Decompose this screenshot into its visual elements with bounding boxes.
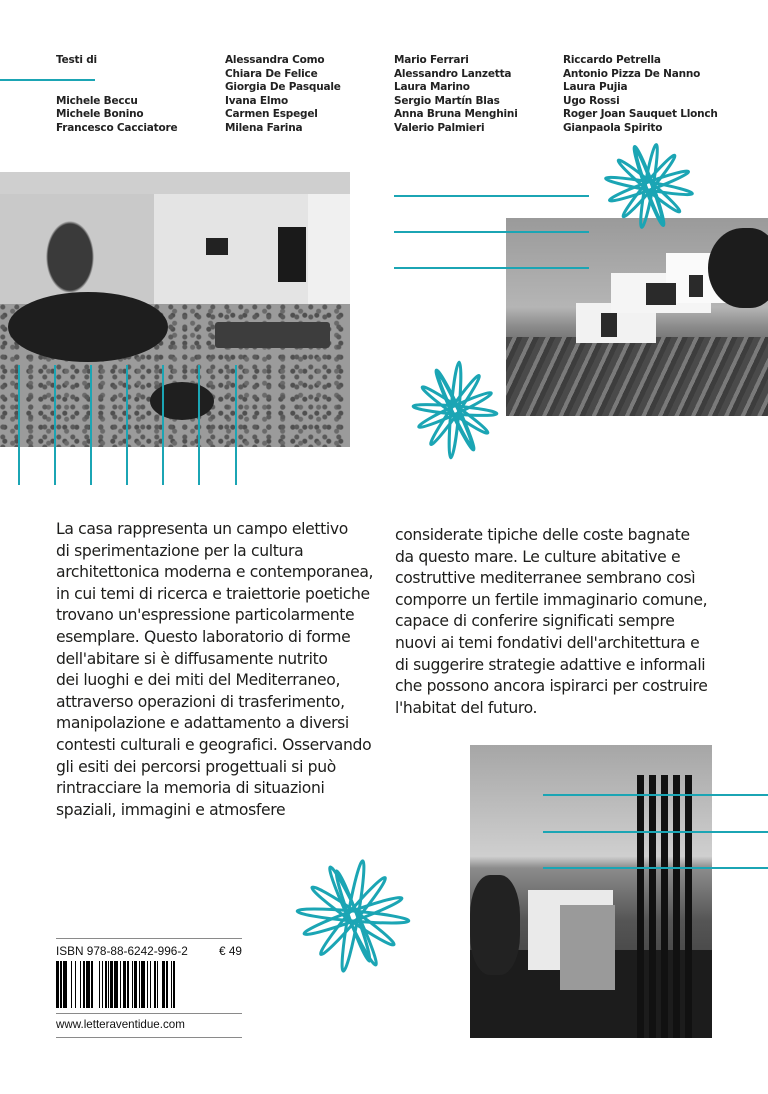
author-name: Chiara De Felice <box>225 67 318 80</box>
accent-line <box>126 365 128 485</box>
author-name: Sergio Martín Blas <box>394 94 500 107</box>
text-line: rintracciare la memoria di situazioni <box>56 779 325 798</box>
villa-photo <box>506 218 768 416</box>
text-line: architettonica moderna e contemporanea, <box>56 563 374 582</box>
accent-line <box>162 365 164 485</box>
accent-line <box>543 867 768 869</box>
author-name: Roger Joan Sauquet Llonch <box>563 108 718 121</box>
author-name: Laura Marino <box>394 81 470 94</box>
accent-line <box>198 365 200 485</box>
accent-line <box>54 365 56 485</box>
asterisk-doodle-icon <box>596 140 702 232</box>
text-line: spaziali, immagini e atmosfere <box>56 800 286 819</box>
author-name: Carmen Espegel <box>225 108 318 121</box>
text-line: La casa rappresenta un campo elettivo <box>56 520 348 538</box>
credits-column-2 <box>225 54 341 136</box>
text-line: capace di conferire significati sempre <box>395 612 675 631</box>
text-line: che possono ancora ispirarci per costruire <box>395 677 708 696</box>
credits-column-4 <box>563 54 718 136</box>
text-line: manipolazione e adattamento a diversi <box>56 714 349 733</box>
text-line: dell'abitare si è diffusamente nutrito <box>56 649 328 668</box>
author-name: Francesco Cacciatore <box>56 121 178 134</box>
author-name: Ugo Rossi <box>563 94 620 107</box>
accent-line <box>543 794 768 796</box>
author-name: Michele Beccu <box>56 94 138 107</box>
author-name: Laura Pujia <box>563 81 628 94</box>
accent-line <box>394 267 589 269</box>
accent-line <box>90 365 92 485</box>
text-line: dei luoghi e dei miti del Mediterraneo, <box>56 671 341 690</box>
website-link[interactable]: www.letteraventidue.com <box>56 1018 185 1031</box>
author-name: Antonio Pizza De Nanno <box>563 67 701 80</box>
patio-photo <box>0 172 350 447</box>
asterisk-doodle-icon <box>293 855 413 977</box>
text-line: da questo mare. Le culture abitative e <box>395 547 681 566</box>
text-line: gli esiti dei percorsi progettuali si può <box>56 757 336 776</box>
divider <box>56 1037 242 1038</box>
author-name: Milena Farina <box>225 121 303 134</box>
divider <box>56 1013 242 1014</box>
text-line: trovano un'espressione particolarmente <box>56 606 355 625</box>
accent-line <box>235 365 237 485</box>
text-line: attraverso operazioni di trasferimento, <box>56 692 345 711</box>
accent-line <box>543 831 768 833</box>
tower-photo <box>470 745 712 1038</box>
text-line: comporre un fertile immaginario comune, <box>395 590 708 609</box>
barcode-icon <box>56 961 242 1008</box>
text-line: considerate tipiche delle coste bagnate <box>395 526 690 544</box>
text-line: l'habitat del futuro. <box>395 698 538 717</box>
author-name: Gianpaola Spirito <box>563 121 663 134</box>
author-name: Anna Bruna Menghini <box>394 108 518 121</box>
isbn-text: ISBN 978-88-6242-996-2 <box>56 944 188 958</box>
accent-line <box>0 79 95 81</box>
text-line: nuovi ai temi fondativi dell'architettura e <box>395 633 700 652</box>
author-name: Michele Bonino <box>56 108 144 121</box>
author-name: Alessandra Como <box>225 54 325 66</box>
credits-column-1 <box>56 54 177 135</box>
author-name: Alessandro Lanzetta <box>394 67 512 80</box>
body-text-left <box>56 519 373 821</box>
barcode-block <box>56 938 242 1038</box>
body-text-right <box>395 525 707 719</box>
text-line: esemplare. Questo laboratorio di forme <box>56 627 351 646</box>
text-line: di sperimentazione per la cultura <box>56 541 304 560</box>
author-name: Valerio Palmieri <box>394 121 485 134</box>
divider <box>56 938 242 939</box>
price-text: € 49 <box>219 944 242 958</box>
author-name: Ivana Elmo <box>225 94 288 107</box>
credits-column-3 <box>394 54 518 136</box>
text-line: di suggerire strategie adattive e informali <box>395 655 706 674</box>
author-name: Giorgia De Pasquale <box>225 81 341 94</box>
author-name: Mario Ferrari <box>394 54 469 66</box>
accent-line <box>18 365 20 485</box>
accent-line <box>394 195 589 197</box>
credits-label: Testi di <box>56 54 97 66</box>
text-line: contesti culturali e geografici. Osservando <box>56 735 372 754</box>
text-line: in cui temi di ricerca e traiettorie poetiche <box>56 584 370 603</box>
text-line: costruttive mediterranee sembrano così <box>395 569 696 588</box>
author-name: Riccardo Petrella <box>563 54 661 66</box>
accent-line <box>394 231 589 233</box>
asterisk-doodle-icon <box>410 358 500 462</box>
